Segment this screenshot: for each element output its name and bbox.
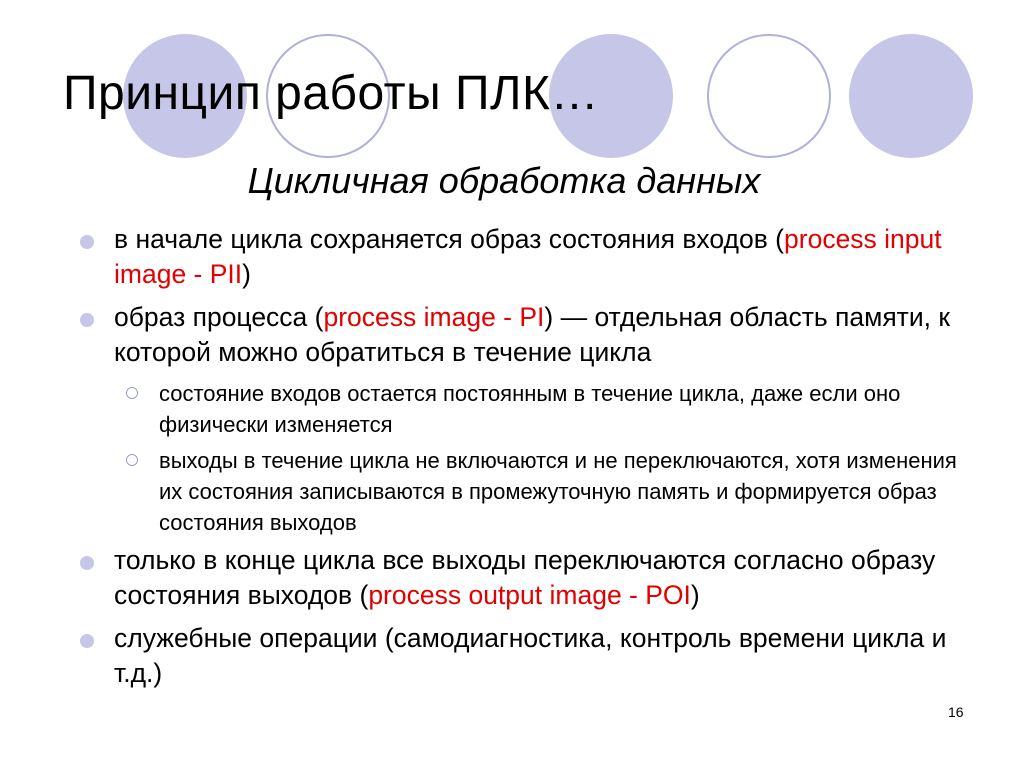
bullet-term: process output image - POI bbox=[368, 580, 691, 610]
sub-bullet-text: выходы в течение цикла не включаются и не переключаются, хотя изменения их состояния записываются в промежуточную память и формируется образ состояния выходов bbox=[159, 448, 957, 535]
sub-bullet-item bbox=[126, 445, 978, 538]
bullet-text: ) bbox=[690, 580, 700, 610]
sub-bullet-text: состояние входов остается постоянным в течение цикла, даже если оно физически изменяется bbox=[159, 381, 901, 437]
bullet-ring-icon bbox=[126, 454, 138, 466]
circle-filled-3 bbox=[849, 34, 973, 158]
bullet-text: ) bbox=[242, 259, 251, 289]
slide-subtitle: Цикличная обработка данных bbox=[247, 160, 761, 201]
page-number: 16 bbox=[948, 704, 964, 720]
bullet-item bbox=[78, 543, 978, 613]
bullet-item bbox=[78, 621, 978, 691]
bullet-dot-icon bbox=[80, 235, 94, 249]
bullet-text: ) — отдельная область памяти, к которой можно обратиться в течение цикла bbox=[114, 302, 950, 367]
bullet-dot-icon bbox=[80, 313, 94, 327]
slide-title: Принцип работы ПЛК… bbox=[63, 67, 599, 120]
sub-bullet-item bbox=[126, 378, 978, 440]
bullet-ring-icon bbox=[126, 387, 138, 399]
bullet-item bbox=[78, 300, 978, 370]
bullet-text: служебные операции (самодиагностика, контроль времени цикла и т.д.) bbox=[114, 623, 947, 688]
bullet-dot-icon bbox=[80, 556, 94, 570]
bullet-text: в начале цикла сохраняется образ состояния входов ( bbox=[114, 224, 785, 254]
bullet-term: process input image - PII bbox=[114, 224, 942, 289]
bullet-item bbox=[78, 222, 978, 292]
bullet-dot-icon bbox=[80, 634, 94, 648]
bullet-list bbox=[78, 222, 978, 699]
bullet-text: только в конце цикла все выходы переключаются согласно образу состояния выходов ( bbox=[114, 545, 936, 610]
bullet-text: образ процесса ( bbox=[114, 302, 324, 332]
bullet-term: process image - PI bbox=[323, 302, 545, 332]
circle-outline-2 bbox=[708, 35, 830, 157]
